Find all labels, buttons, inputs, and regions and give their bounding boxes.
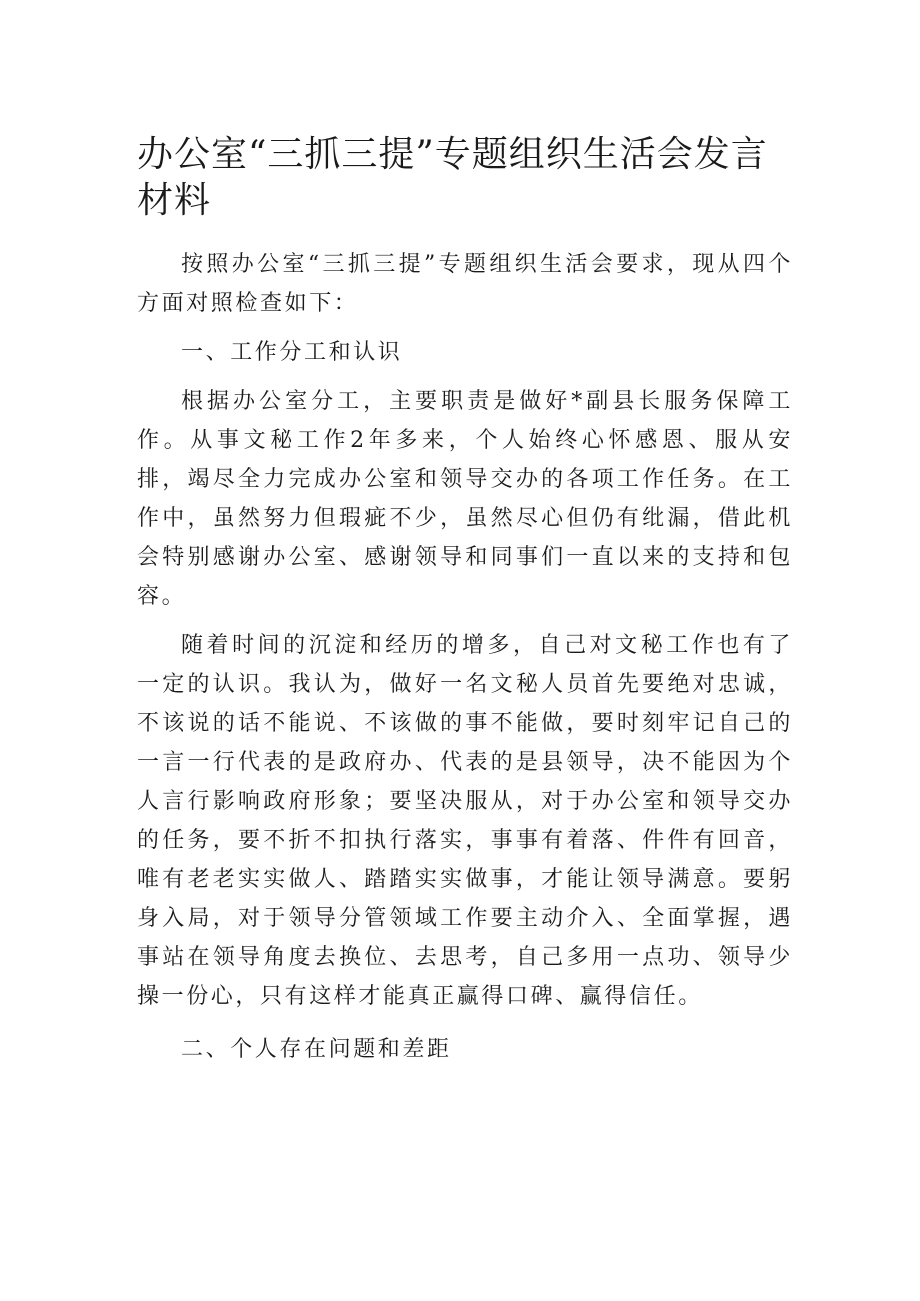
section-1-paragraph-1: 根据办公室分工，主要职责是做好*副县长服务保障工作。从事文秘工作2年多来，个人始终心怀感恩、服从安排，竭尽全力完成办公室和领导交办的各项工作任务。在工作中，虽然努力但瑕疵不少，虽然尽心但仍有纰漏，借此机会特别感谢办公室、感谢领导和同事们一直以来的支持和包容。	[137, 389, 793, 609]
document-title: 办公室“三抓三提”专题组织生活会发言材料	[137, 134, 768, 221]
section-1-paragraph-2: 随着时间的沉淀和经历的增多，自己对文秘工作也有了一定的认识。我认为，做好一名文秘人员首先要绝对忠诚，不该说的话不能说、不该做的事不能做，要时刻牢记自己的一言一行代表的是政府办、代表的是县领导，决不能因为个人言行影响政府形象；要坚决服从，对于办公室和领导交办的任务，要不折不扣执行落实，事事有着落、件件有回音，唯有老老实实做人、踏踏实实做事，才能让领导满意。要躬身入局，对于领导分管领域工作要主动介入、全面掌握，遇事站在领导角度去换位、去思考，自己多用一点功、领导少操一份心，只有这样才能真正赢得口碑、赢得信任。	[137, 633, 793, 1009]
section-2-heading: 二、个人存在问题和差距	[181, 1037, 452, 1062]
intro-paragraph: 按照办公室“三抓三提”专题组织生活会要求，现从四个方面对照检查如下：	[137, 252, 793, 316]
document-body	[137, 245, 793, 1069]
section-1-heading: 一、工作分工和认识	[181, 340, 403, 365]
